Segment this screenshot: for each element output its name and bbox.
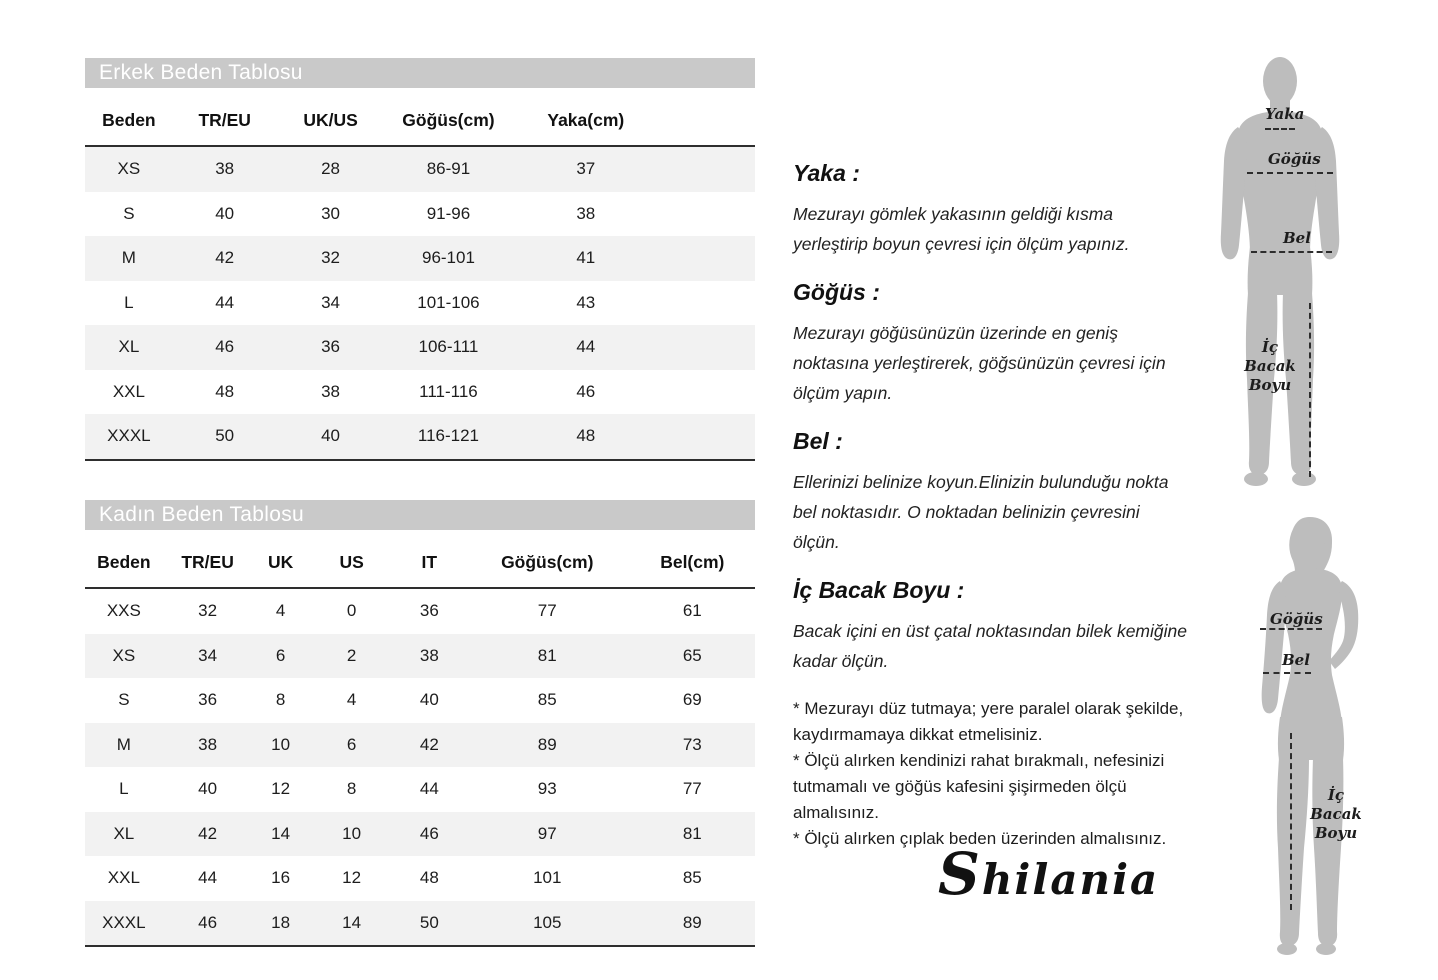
female-silhouette-icon: [1238, 515, 1378, 960]
table-cell: 34: [198, 645, 218, 665]
column-header: Beden: [97, 551, 151, 572]
womens-table-body: [85, 589, 755, 947]
table-cell: 6: [275, 645, 286, 665]
table-cell: 8: [275, 690, 286, 710]
table-cell: L: [124, 292, 134, 312]
table-cell: 46: [576, 381, 596, 401]
table-cell: 40: [198, 779, 218, 799]
table-cell: XXL: [112, 381, 145, 401]
table-cell: 40: [321, 426, 340, 446]
table-cell: 30: [321, 203, 340, 223]
male-ic-bacak-dash-line: [1309, 303, 1311, 477]
male-bel-dash-line: [1251, 251, 1332, 253]
table-cell: 44: [198, 868, 218, 888]
mens-table-title-bar: [85, 58, 755, 88]
table-row: [85, 147, 755, 192]
table-cell: 4: [346, 690, 357, 710]
table-cell: 61: [682, 601, 702, 621]
table-cell: 73: [682, 734, 702, 754]
table-cell: 36: [198, 690, 218, 710]
table-row: [85, 723, 755, 768]
column-header: TR/EU: [198, 109, 251, 130]
table-cell: 77: [537, 601, 557, 621]
measurement-instructions: [793, 160, 1191, 852]
column-header: US: [339, 551, 364, 572]
table-cell: 50: [419, 912, 439, 932]
table-row: [85, 281, 755, 326]
table-cell: 37: [576, 159, 596, 179]
measurement-notes: [793, 696, 1191, 852]
female-bel-dash-line: [1263, 672, 1311, 674]
table-cell: 18: [271, 912, 291, 932]
male-yaka-label: Yaka: [1265, 105, 1305, 123]
table-cell: 101-106: [417, 292, 480, 312]
table-cell: 81: [682, 823, 702, 843]
table-cell: XS: [117, 159, 141, 179]
table-cell: XXL: [107, 868, 140, 888]
table-cell: 48: [576, 426, 596, 446]
table-cell: 34: [321, 292, 340, 312]
mens-table-title: Erkek Beden Tablosu: [99, 61, 303, 84]
female-bel-label: Bel: [1282, 651, 1310, 669]
table-cell: 106-111: [418, 337, 479, 357]
female-gogus-dash-line: [1260, 628, 1322, 630]
table-cell: 0: [346, 601, 357, 621]
table-cell: XXS: [106, 601, 141, 621]
table-cell: 10: [271, 734, 291, 754]
section-title: Yaka :: [793, 160, 860, 186]
column-header: TR/EU: [181, 551, 234, 572]
table-cell: 50: [215, 426, 235, 446]
table-cell: 85: [682, 868, 702, 888]
table-row: [85, 901, 755, 946]
mens-table-header-row: [85, 95, 755, 147]
table-cell: 4: [275, 601, 286, 621]
table-row: [85, 812, 755, 857]
mens-size-table: [85, 58, 755, 461]
table-cell: S: [118, 690, 130, 710]
table-cell: 65: [682, 645, 702, 665]
section-body: Mezurayı gömlek yakasının geldiği kısma yerleştirip boyun çevresi için ölçüm yapınız.: [793, 204, 1130, 254]
table-cell: 48: [419, 868, 439, 888]
column-header: UK: [267, 551, 294, 572]
table-cell: 44: [215, 292, 235, 312]
table-cell: 38: [198, 734, 218, 754]
table-cell: XXXL: [107, 426, 151, 446]
table-cell: 16: [271, 868, 291, 888]
table-cell: 91-96: [426, 203, 471, 223]
table-cell: XS: [112, 645, 136, 665]
table-cell: 6: [346, 734, 357, 754]
womens-table-header-row: [85, 537, 755, 589]
male-yaka-dash-line: [1265, 128, 1295, 130]
female-ic-bacak-dash-line: [1290, 733, 1292, 910]
table-cell: 89: [537, 734, 557, 754]
table-cell: 93: [537, 779, 557, 799]
table-row: [85, 856, 755, 901]
note-line: * Mezurayı düz tutmaya; yere paralel olarak şekilde, kaydırmamaya dikkat etmelisiniz.: [793, 699, 1184, 744]
table-cell: 81: [537, 645, 557, 665]
table-row: [85, 414, 755, 459]
table-cell: 86-91: [426, 159, 471, 179]
table-cell: XL: [113, 823, 135, 843]
table-cell: 14: [342, 912, 362, 932]
table-cell: S: [123, 203, 135, 223]
table-row: [85, 634, 755, 679]
table-cell: 32: [321, 248, 340, 268]
table-cell: 85: [537, 690, 557, 710]
table-cell: XL: [118, 337, 140, 357]
instruction-section-ic-bacak: [793, 577, 1191, 676]
table-cell: 10: [342, 823, 362, 843]
male-bel-label: Bel: [1283, 229, 1311, 247]
table-cell: 116-121: [417, 426, 480, 446]
table-cell: 69: [682, 690, 702, 710]
table-cell: 36: [321, 337, 340, 357]
table-cell: 89: [682, 912, 702, 932]
table-cell: 14: [271, 823, 291, 843]
table-cell: 38: [215, 159, 235, 179]
column-header: Göğüs(cm): [501, 551, 594, 572]
column-header: UK/US: [303, 109, 358, 130]
table-cell: 97: [537, 823, 557, 843]
table-cell: 46: [215, 337, 235, 357]
table-cell: 48: [215, 381, 235, 401]
table-cell: 42: [215, 248, 235, 268]
table-cell: 32: [198, 601, 218, 621]
table-cell: 44: [576, 337, 596, 357]
womens-size-table: [85, 500, 755, 947]
table-row: [85, 325, 755, 370]
female-measurement-figure: [1238, 515, 1378, 960]
table-cell: 38: [419, 645, 439, 665]
table-row: [85, 589, 755, 634]
column-header: IT: [421, 551, 438, 572]
table-cell: 96-101: [421, 248, 475, 268]
table-cell: 2: [346, 645, 357, 665]
instruction-section-yaka: [793, 160, 1191, 259]
table-cell: 38: [321, 381, 340, 401]
table-cell: 41: [576, 248, 596, 268]
table-cell: 43: [576, 292, 596, 312]
table-cell: 101: [533, 868, 562, 888]
male-measurement-figure: [1213, 55, 1348, 490]
table-cell: M: [116, 734, 131, 754]
male-gogus-dash-line: [1247, 172, 1333, 174]
column-header: Göğüs(cm): [402, 109, 495, 130]
table-cell: XXXL: [102, 912, 146, 932]
brand-logo: Shilania: [938, 840, 1160, 908]
column-header: Beden: [102, 109, 156, 130]
section-title: Göğüs :: [793, 279, 880, 305]
male-ic-bacak-label: İç Bacak Boyu: [1244, 338, 1296, 394]
note-line: * Ölçü alırken çıplak beden üzerinden almalısınız.: [793, 829, 1167, 848]
table-cell: 46: [198, 912, 218, 932]
table-cell: 44: [419, 779, 439, 799]
table-row: [85, 236, 755, 281]
table-cell: 105: [533, 912, 562, 932]
table-row: [85, 192, 755, 237]
table-cell: 12: [271, 779, 291, 799]
table-cell: M: [121, 248, 136, 268]
table-cell: 111-116: [419, 381, 478, 401]
mens-table-body: [85, 147, 755, 461]
column-header: Yaka(cm): [547, 109, 625, 130]
instruction-section-bel: [793, 428, 1191, 557]
column-header: Bel(cm): [660, 551, 725, 572]
section-title: Bel :: [793, 428, 843, 454]
womens-table-title: Kadın Beden Tablosu: [99, 503, 304, 526]
table-cell: 28: [321, 159, 340, 179]
section-body: Ellerinizi belinize koyun.Elinizin bulunduğu nokta bel noktasıdır. O noktadan belinizin çevresini ölçün.: [793, 472, 1169, 552]
section-body: Bacak içini en üst çatal noktasından bilek kemiğine kadar ölçün.: [793, 621, 1187, 671]
table-cell: 12: [342, 868, 362, 888]
table-cell: 40: [215, 203, 235, 223]
womens-table-title-bar: [85, 500, 755, 530]
table-cell: 77: [682, 779, 702, 799]
table-cell: 42: [198, 823, 218, 843]
note-line: * Ölçü alırken kendinizi rahat bırakmalı, nefesinizi tutmamalı ve göğüs kafesini şişirmeden ölçü almalısınız.: [793, 751, 1165, 822]
instruction-section-gogus: [793, 279, 1191, 408]
table-cell: 36: [419, 601, 439, 621]
section-body: Mezurayı göğüsünüzün üzerinde en geniş noktasına yerleştirerek, göğsünüzün çevresi için ölçüm yapın.: [793, 323, 1166, 403]
table-row: [85, 678, 755, 723]
table-row: [85, 370, 755, 415]
female-ic-bacak-label: İç Bacak Boyu: [1310, 786, 1362, 842]
table-cell: 42: [419, 734, 439, 754]
table-cell: 8: [346, 779, 357, 799]
table-row: [85, 767, 755, 812]
table-cell: L: [119, 779, 129, 799]
female-gogus-label: Göğüs: [1270, 610, 1323, 628]
section-title: İç Bacak Boyu :: [793, 577, 965, 603]
table-cell: 38: [576, 203, 596, 223]
male-gogus-label: Göğüs: [1268, 150, 1321, 168]
table-cell: 46: [419, 823, 439, 843]
table-cell: 40: [419, 690, 439, 710]
